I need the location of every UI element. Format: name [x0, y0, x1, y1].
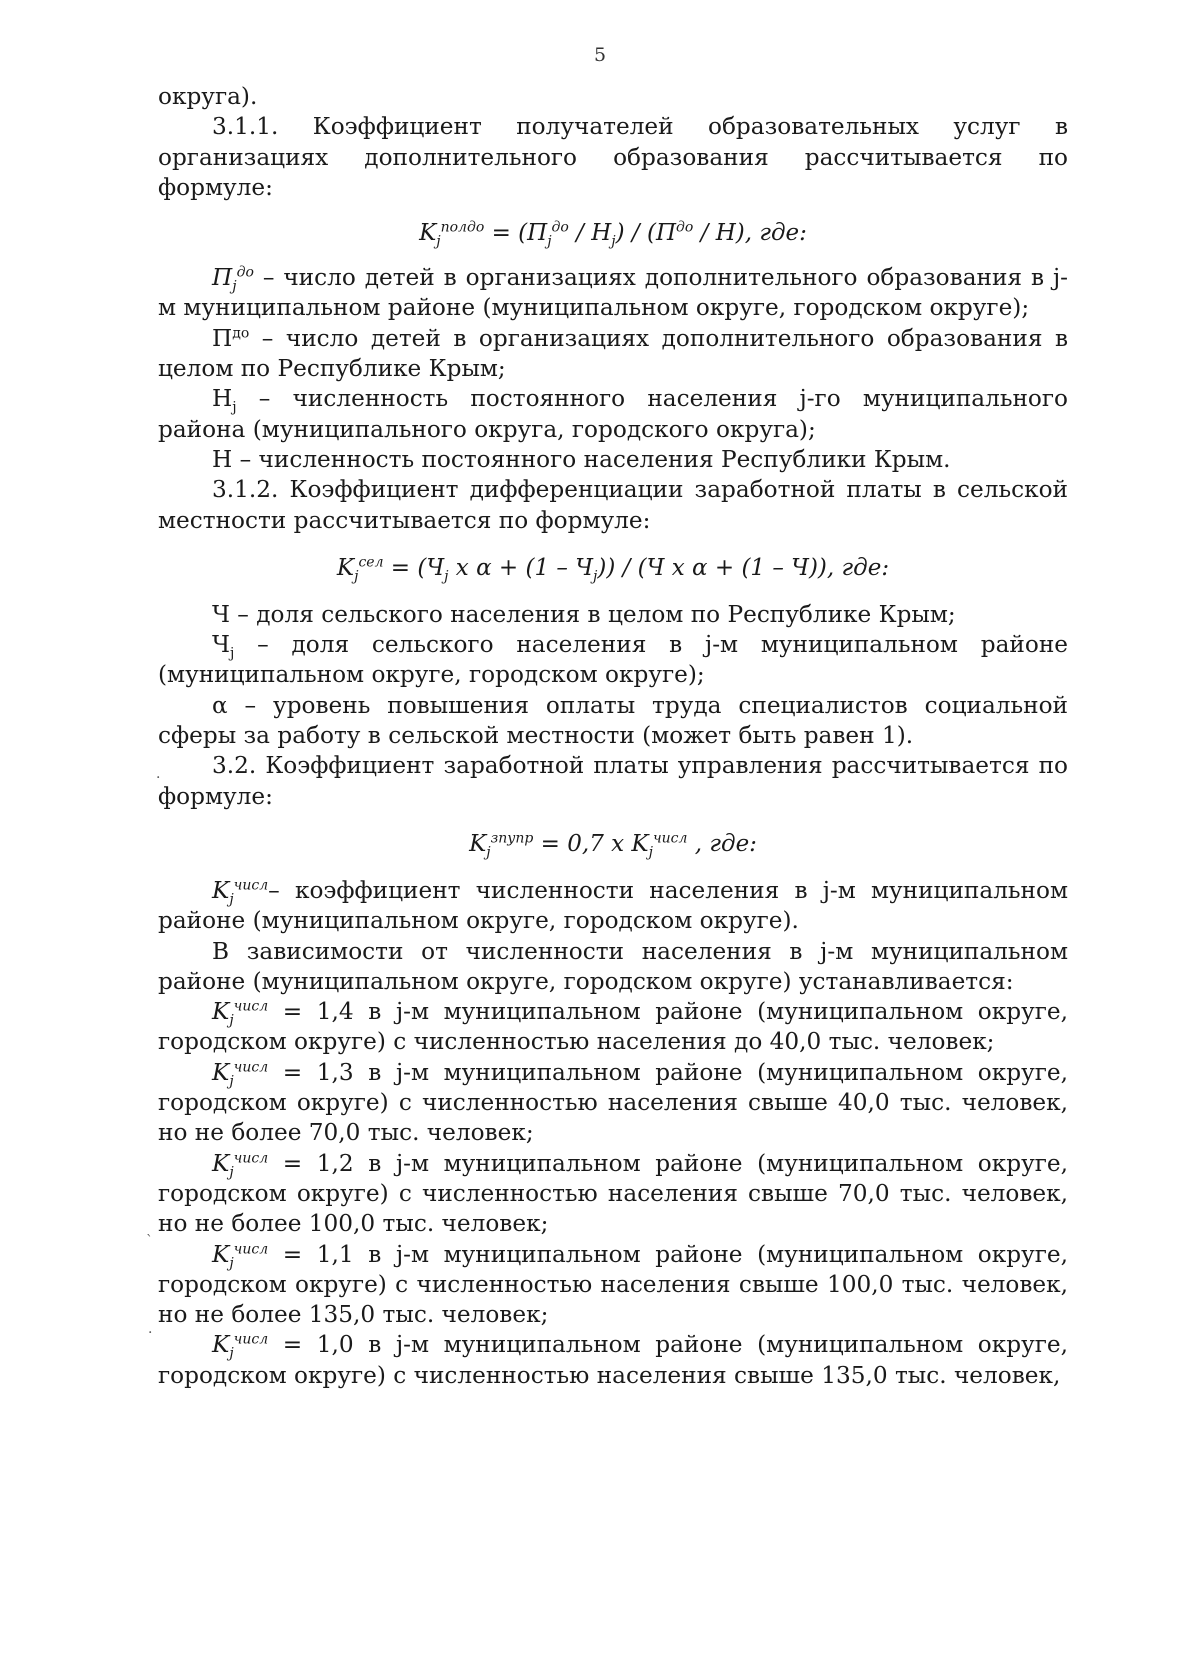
- formula-symbol: $П^{до}$: [212, 324, 250, 352]
- coefficient-text: = 1,4 в j-м муниципальном районе (муниципальном округе, городском округе) с численностью населения до 40,0 тыс. человек;: [158, 998, 1068, 1056]
- coefficient-1-2: [158, 1149, 1068, 1240]
- scan-speck: `: [146, 1233, 153, 1249]
- document-body: [158, 82, 1068, 1391]
- coefficient-text: = 1,3 в j-м муниципальном районе (муниципальном округе, городском округе) с численностью населения свыше 40,0 тыс. человек, но не более 70,0 тыс. человек;: [158, 1058, 1068, 1147]
- paragraph: округа).: [158, 83, 258, 110]
- formula-text: $K_j^{сел} = (Ч_j$ x $\alpha + (1 - Ч_j)) / (Ч$ x α + (1 – Ч)), где:: [336, 554, 890, 585]
- formula-polzovateli: [158, 203, 1068, 263]
- scan-speck: ·: [156, 770, 161, 786]
- paragraph-3-1-1: 3.1.1. Коэффициент получателей образовательных услуг в организациях дополнительного образования рассчитывается по формуле:: [158, 113, 1068, 201]
- scan-speck: ·: [148, 1325, 153, 1341]
- definition-population-district: [158, 384, 1068, 445]
- coefficient-1-0: [158, 1330, 1068, 1391]
- definition-alpha: α – уровень повышения оплаты труда специалистов социальной сферы за работу в сельской местности (может быть равен 1).: [158, 691, 1068, 750]
- coefficient-1-3: [158, 1058, 1068, 1149]
- paragraph-dependency: В зависимости от численности населения в j-м муниципальном районе (муниципальном округе, городском округе) устанавливается:: [158, 937, 1068, 995]
- coefficient-1-1: [158, 1240, 1068, 1331]
- formula-symbol: $K_j^{числ}$: [212, 876, 269, 908]
- formula-text: $K_j^{зпупр} = 0,7$ x $K_j^{числ}$ , где:: [469, 830, 757, 861]
- coefficient-text: = 1,0 в j-м муниципальном районе (муниципальном округе, городском округе) с численностью населения свыше 135,0 тыс. человек,: [158, 1331, 1068, 1389]
- formula-zpupr: [158, 812, 1068, 876]
- formula-symbol: $K_j^{числ}$: [212, 1331, 269, 1363]
- formula-symbol: $K_j^{числ}$: [212, 1240, 269, 1272]
- formula-symbol: $Н_j$: [212, 385, 237, 417]
- formula-sel: [158, 536, 1068, 600]
- definition-text: – доля сельского населения в j-м муниципальном районе (муниципальном округе, городском округе);: [158, 631, 1068, 689]
- paragraph-3-1-2: 3.1.2. Коэффициент дифференциации заработной платы в сельской местности рассчитывается по формуле:: [158, 476, 1068, 534]
- formula-symbol: $П_j^{до}$: [212, 264, 254, 295]
- definition-text: – число детей в организациях дополнительного образования в j-м муниципальном районе (муниципальном округе, городском округе);: [158, 264, 1068, 322]
- definition-children-total: [158, 324, 1068, 385]
- definition-text: – число детей в организациях дополнительного образования в целом по Республике Крым;: [158, 324, 1068, 383]
- page-number: 5: [593, 44, 607, 66]
- definition-coef-population: [158, 876, 1068, 937]
- formula-symbol: $K_j^{числ}$: [212, 1149, 269, 1181]
- definition-rural-total: Ч – доля сельского населения в целом по Республике Крым;: [212, 600, 956, 628]
- coefficient-text: = 1,1 в j-м муниципальном районе (муниципальном округе, городском округе) с численностью населения свыше 100,0 тыс. человек, но не более 135,0 тыс. человек;: [158, 1240, 1068, 1329]
- coefficient-1-4: [158, 997, 1068, 1058]
- definition-text: – численность постоянного населения j-го муниципального района (муниципального округа, городского округа);: [158, 385, 1068, 443]
- formula-symbol: $Ч_j$: [212, 631, 235, 662]
- definition-rural-district: [158, 630, 1068, 691]
- definition-text: – коэффициент численности населения в j-м муниципальном районе (муниципальном округе, городском округе).: [158, 876, 1068, 935]
- formula-symbol: $K_j^{числ}$: [212, 1058, 269, 1090]
- formula-symbol: $K_j^{числ}$: [212, 998, 269, 1029]
- definition-population-total: Н – численность постоянного населения Республики Крым.: [212, 445, 951, 473]
- paragraph-3-2: 3.2. Коэффициент заработной платы управления рассчитывается по формуле:: [158, 752, 1068, 810]
- formula-text: $K_j^{полдо} = (П_j^{до} / Н_j) / (П^{до} / Н)$, где:: [419, 219, 807, 250]
- coefficient-text: = 1,2 в j-м муниципальном районе (муниципальном округе, городском округе) с численностью населения свыше 70,0 тыс. человек, но не более 100,0 тыс. человек;: [158, 1149, 1068, 1238]
- definition-children-district: [158, 263, 1068, 324]
